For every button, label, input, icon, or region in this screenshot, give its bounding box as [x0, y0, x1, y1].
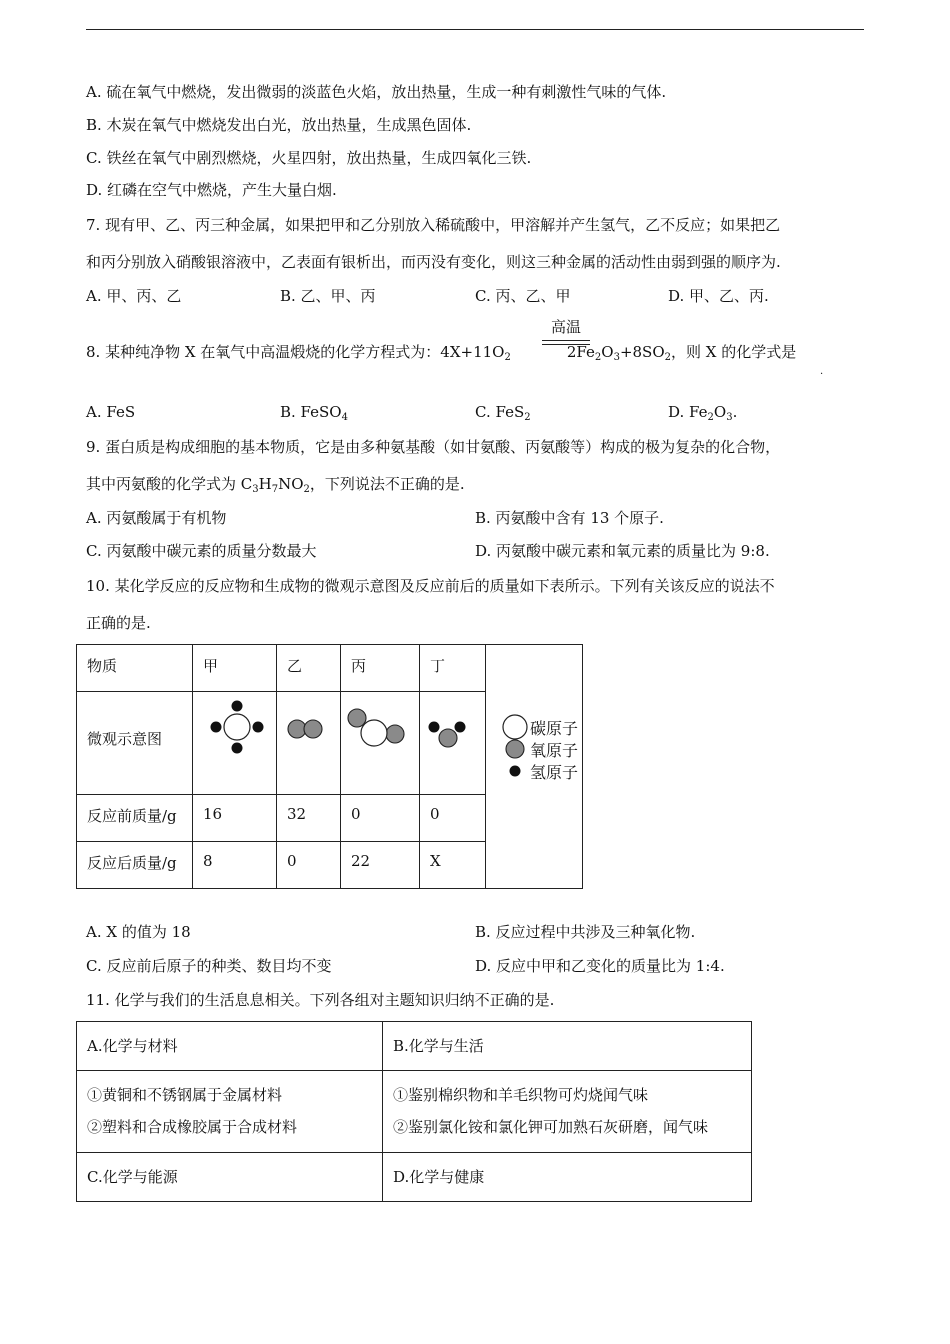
b-item-2: ②鉴别氯化铵和氯化钾可加熟石灰研磨，闻气味 [393, 1118, 709, 1136]
q9-formula-pre: 其中丙氨酸的化学式为 C [86, 475, 253, 493]
after-ding: X [420, 842, 486, 889]
q9-option-c[interactable]: C. 丙氨酸中碳元素的质量分数最大 [86, 542, 317, 560]
q9-stem-line2 [86, 474, 465, 494]
q8-option-d[interactable] [668, 402, 737, 422]
product-so2: +8SO [619, 343, 665, 361]
before-jia: 16 [193, 795, 277, 842]
q6-option-c[interactable]: C. 铁丝在氧气中剧烈燃烧，火星四射，放出热量，生成四氧化三铁. [86, 149, 532, 167]
q7-option-a[interactable]: A. 甲、丙、乙 [86, 287, 182, 305]
q7-stem-line2: 和丙分别放入硝酸银溶液中，乙表面有银析出，而丙没有变化，则这三种金属的活动性由弱到强的顺序为. [86, 253, 781, 271]
q7-option-b[interactable]: B. 乙、甲、丙 [280, 287, 376, 305]
cell-a-title[interactable]: A.化学与材料 [77, 1022, 383, 1071]
molecule-yi [277, 692, 341, 795]
after-bing: 22 [341, 842, 420, 889]
header-jia: 甲 [193, 645, 277, 692]
cell-d-title[interactable]: D.化学与健康 [383, 1153, 752, 1202]
equation-double-line-top [542, 340, 590, 341]
cell-c-title[interactable]: C.化学与能源 [77, 1153, 383, 1202]
oxygen-atom [439, 729, 457, 747]
row-label-after: 反应后质量/g [77, 842, 193, 889]
o2-subscript: 2 [504, 352, 511, 363]
q8-stem-post: ，则 X 的化学式是 [671, 343, 797, 361]
q8-d-text: D. Fe [668, 403, 708, 421]
before-bing: 0 [341, 795, 420, 842]
q8-c-text: C. FeS [475, 403, 525, 421]
q9-option-a[interactable]: A. 丙氨酸属于有机物 [86, 509, 227, 527]
stray-dot: . [820, 366, 824, 377]
cell-b-title[interactable]: B.化学与生活 [383, 1022, 752, 1071]
ch4-molecule-icon [193, 692, 276, 790]
c-subscript: 3 [252, 484, 259, 495]
q8-b-sub: 4 [341, 412, 348, 423]
header-substance: 物质 [77, 645, 193, 692]
q8-b-text: B. FeSO [280, 403, 342, 421]
oxygen-atom [386, 725, 404, 743]
hydrogen-atom [232, 743, 243, 754]
legend-oxygen-label: 氧原子 [530, 740, 579, 760]
cell-a-content [77, 1071, 383, 1153]
q8-option-b[interactable] [280, 402, 348, 422]
q9-option-b[interactable]: B. 丙氨酸中含有 13 个原子. [475, 509, 664, 527]
h2o-molecule-icon [420, 692, 485, 790]
header-rule [86, 29, 864, 30]
legend-hydrogen [500, 760, 578, 782]
o-symbol: O [601, 343, 614, 361]
h-symbol: H [258, 475, 272, 493]
q10-option-c[interactable]: C. 反应前后原子的种类、数目均不变 [86, 957, 332, 975]
row-label-before: 反应前质量/g [77, 795, 193, 842]
q11-stem: 11. 化学与我们的生活息息相关。下列各组对主题知识归纳不正确的是. [86, 991, 555, 1009]
q9-stem-line1: 9. 蛋白质是构成细胞的基本物质，它是由多种氨基酸（如甘氨酸、丙氨酸等）构成的极为复杂的化合物， [86, 438, 781, 456]
q9-option-d[interactable]: D. 丙氨酸中碳元素和氧元素的质量比为 9:8. [475, 542, 770, 560]
q10-stem-line2: 正确的是. [86, 614, 151, 632]
oxygen-atom [348, 709, 366, 727]
q8-c-sub: 2 [524, 412, 531, 423]
q7-stem-line1: 7. 现有甲、乙、丙三种金属，如果把甲和乙分别放入稀硫酸中，甲溶解并产生氢气，乙不反应；如果把乙 [86, 216, 781, 234]
no-symbol: NO [278, 475, 304, 493]
so2-subscript: 2 [664, 352, 671, 363]
q8-stem [86, 342, 796, 362]
q10-option-b[interactable]: B. 反应过程中共涉及三种氧化物. [475, 923, 696, 941]
product-fe2o3: 2Fe [566, 343, 595, 361]
q8-option-c[interactable] [475, 402, 531, 422]
b-item-1: ①鉴别棉织物和羊毛织物可灼烧闻气味 [393, 1086, 649, 1104]
co2-molecule-icon [341, 692, 419, 790]
q8-option-a[interactable]: A. FeS [86, 403, 136, 421]
legend-carbon [500, 716, 578, 738]
after-yi: 0 [277, 842, 341, 889]
hydrogen-atom [232, 701, 243, 712]
a-item-1: ①黄铜和不锈钢属于金属材料 [87, 1086, 283, 1104]
h-subscript: 7 [271, 484, 279, 495]
a-item-2: ②塑料和合成橡胶属于合成材料 [87, 1118, 298, 1136]
legend-oxygen [500, 738, 578, 760]
legend-carbon-label: 碳原子 [530, 718, 579, 738]
cell-b-content [383, 1071, 752, 1153]
header-ding: 丁 [420, 645, 486, 692]
hydrogen-atom [429, 722, 440, 733]
q8-stem-pre: 8. 某种纯净物 X 在氧气中高温煅烧的化学方程式为：4X+11O [86, 343, 505, 361]
knowledge-table [76, 1021, 752, 1202]
molecule-ding [420, 692, 486, 795]
header-yi: 乙 [277, 645, 341, 692]
q7-option-d[interactable]: D. 甲、乙、丙. [668, 287, 769, 305]
hydrogen-atom [211, 722, 222, 733]
fe-subscript: 2 [594, 352, 602, 363]
o-subscript-2: 2 [303, 484, 310, 495]
oxygen-atom [304, 720, 322, 738]
q10-option-a[interactable]: A. X 的值为 18 [86, 923, 191, 941]
header-bing: 丙 [341, 645, 420, 692]
carbon-atom-icon [501, 713, 529, 741]
carbon-atom [361, 720, 387, 746]
atom-legend [500, 716, 578, 782]
q8-d-mid: O [713, 403, 727, 421]
molecule-bing [341, 692, 420, 795]
hydrogen-atom [455, 722, 466, 733]
legend-hydrogen-label: 氢原子 [530, 762, 579, 782]
molecule-jia [193, 692, 277, 795]
before-yi: 32 [277, 795, 341, 842]
q10-stem-line1: 10. 某化学反应的反应物和生成物的微观示意图及反应前后的质量如下表所示。下列有关该反应的说法不 [86, 577, 775, 595]
o-subscript: 3 [613, 352, 620, 363]
q7-option-c[interactable]: C. 丙、乙、甲 [475, 287, 571, 305]
q9-stem-post: ，下列说法不正确的是. [309, 475, 465, 493]
reaction-condition: 高温 [550, 318, 581, 336]
oxygen-atom-icon [504, 738, 526, 760]
before-ding: 0 [420, 795, 486, 842]
q6-option-b[interactable]: B. 木炭在氧气中燃烧发出白光，放出热量，生成黑色固体. [86, 116, 472, 134]
q10-option-d[interactable]: D. 反应中甲和乙变化的质量比为 1:4. [475, 957, 725, 975]
hydrogen-atom-icon [508, 764, 522, 778]
oxygen-atom [288, 720, 306, 738]
q8-d-sub2: 3 [726, 412, 733, 423]
hydrogen-atom [253, 722, 264, 733]
q8-d-post: . [732, 403, 738, 421]
carbon-atom [224, 714, 250, 740]
q8-d-sub1: 2 [707, 412, 714, 423]
o2-molecule-icon [277, 692, 340, 790]
row-label-micro: 微观示意图 [77, 692, 193, 795]
q6-option-d[interactable]: D. 红磷在空气中燃烧，产生大量白烟. [86, 181, 337, 199]
after-jia: 8 [193, 842, 277, 889]
q6-option-a[interactable]: A. 硫在氧气中燃烧，发出微弱的淡蓝色火焰，放出热量，生成一种有刺激性气味的气体. [86, 83, 667, 101]
